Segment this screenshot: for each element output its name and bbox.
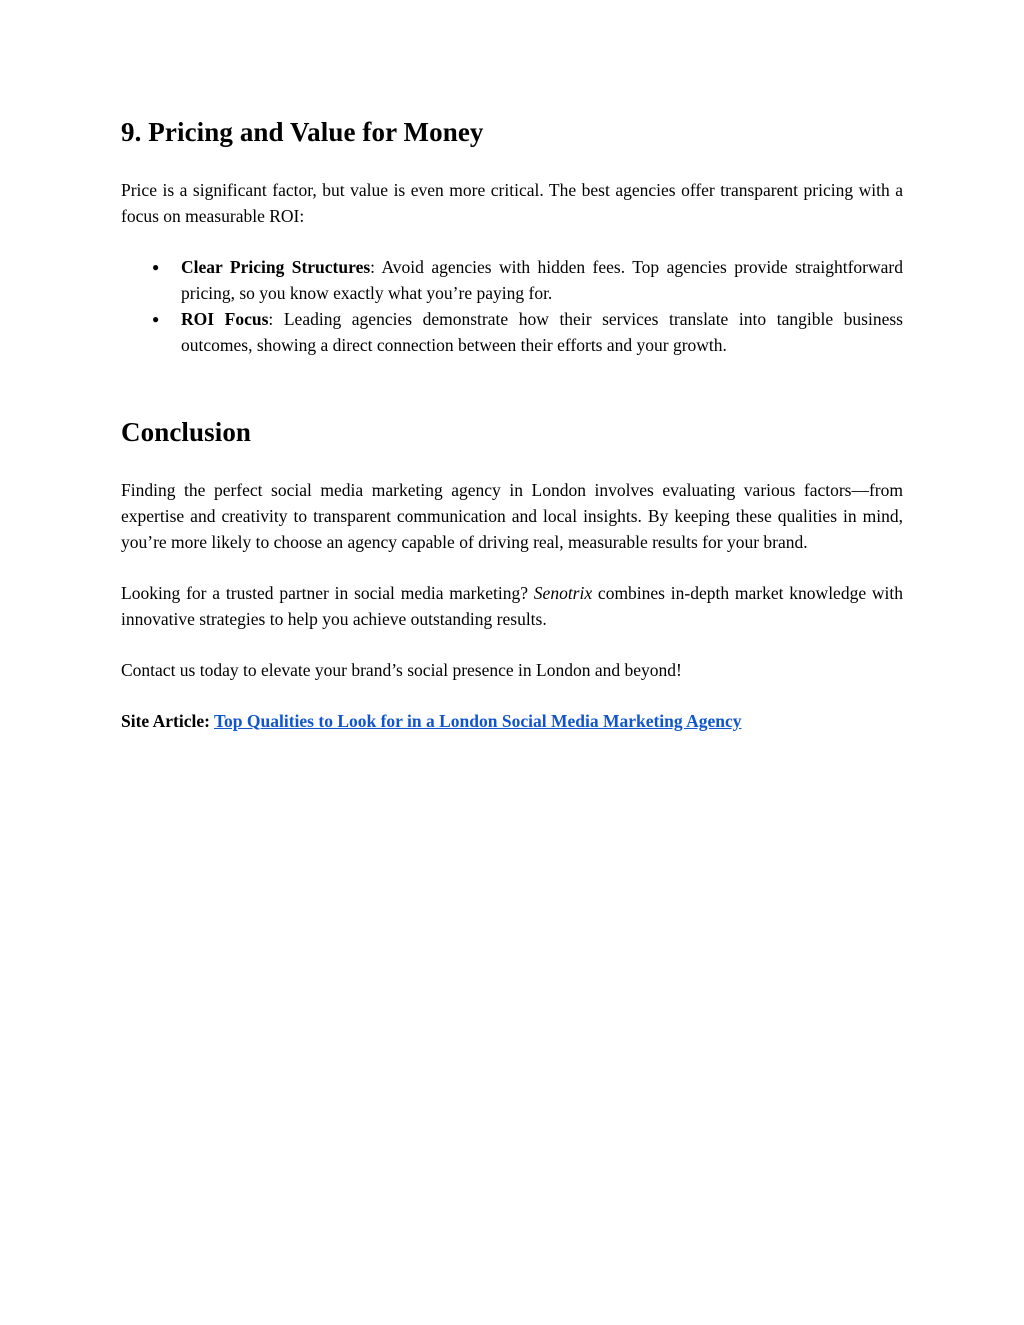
pricing-intro-paragraph: Price is a significant factor, but value is even more critical. The best agencies offer transparent pricing with a focus on measurable ROI: <box>121 179 903 226</box>
brand-name-text: Senotrix <box>533 582 593 603</box>
bullet-body-text: Leading agencies demonstrate how their services translate into tangible business outcomes, showing a direct connection between their efforts and your growth. <box>181 308 903 355</box>
bullet-lead-text: ROI Focus <box>181 308 269 329</box>
site-article-label: Site Article: <box>121 710 214 731</box>
section-heading-conclusion: Conclusion <box>121 416 252 447</box>
list-item-clear-pricing <box>121 254 903 306</box>
paragraph-text-before: Looking for a trusted partner in social media marketing? <box>121 582 534 603</box>
paragraph-text-after: combines in-depth market knowledge with innovative strategies to help you achieve outstanding results. <box>121 582 904 629</box>
pricing-bullet-list <box>121 254 903 358</box>
bullet-separator: : <box>370 256 382 277</box>
conclusion-paragraph-1: Finding the perfect social media marketing agency in London involves evaluating various factors—from expertise and creativity to transparent communication and local insights. By keeping these qualities in mind, you’re more likely to choose an agency capable of driving real, measurable results for your brand. <box>121 479 903 552</box>
conclusion-paragraph-3: Contact us today to elevate your brand’s social presence in London and beyond! <box>121 659 682 680</box>
bullet-icon: ● <box>152 259 160 274</box>
list-item-text <box>181 306 903 358</box>
bullet-icon: ● <box>152 311 160 326</box>
bullet-body-text: Avoid agencies with hidden fees. Top agencies provide straightforward pricing, so you know exactly what you’re paying for. <box>181 256 903 303</box>
list-item-text <box>181 254 903 306</box>
site-article-link[interactable]: Top Qualities to Look for in a London Social Media Marketing Agency <box>213 710 742 731</box>
list-item-roi-focus <box>121 306 903 358</box>
bullet-separator: : <box>268 308 284 329</box>
conclusion-paragraph-2 <box>121 580 903 632</box>
bullet-lead-text: Clear Pricing Structures <box>181 256 371 277</box>
section-heading-pricing: 9. Pricing and Value for Money <box>121 117 484 147</box>
site-article-row <box>121 708 903 734</box>
